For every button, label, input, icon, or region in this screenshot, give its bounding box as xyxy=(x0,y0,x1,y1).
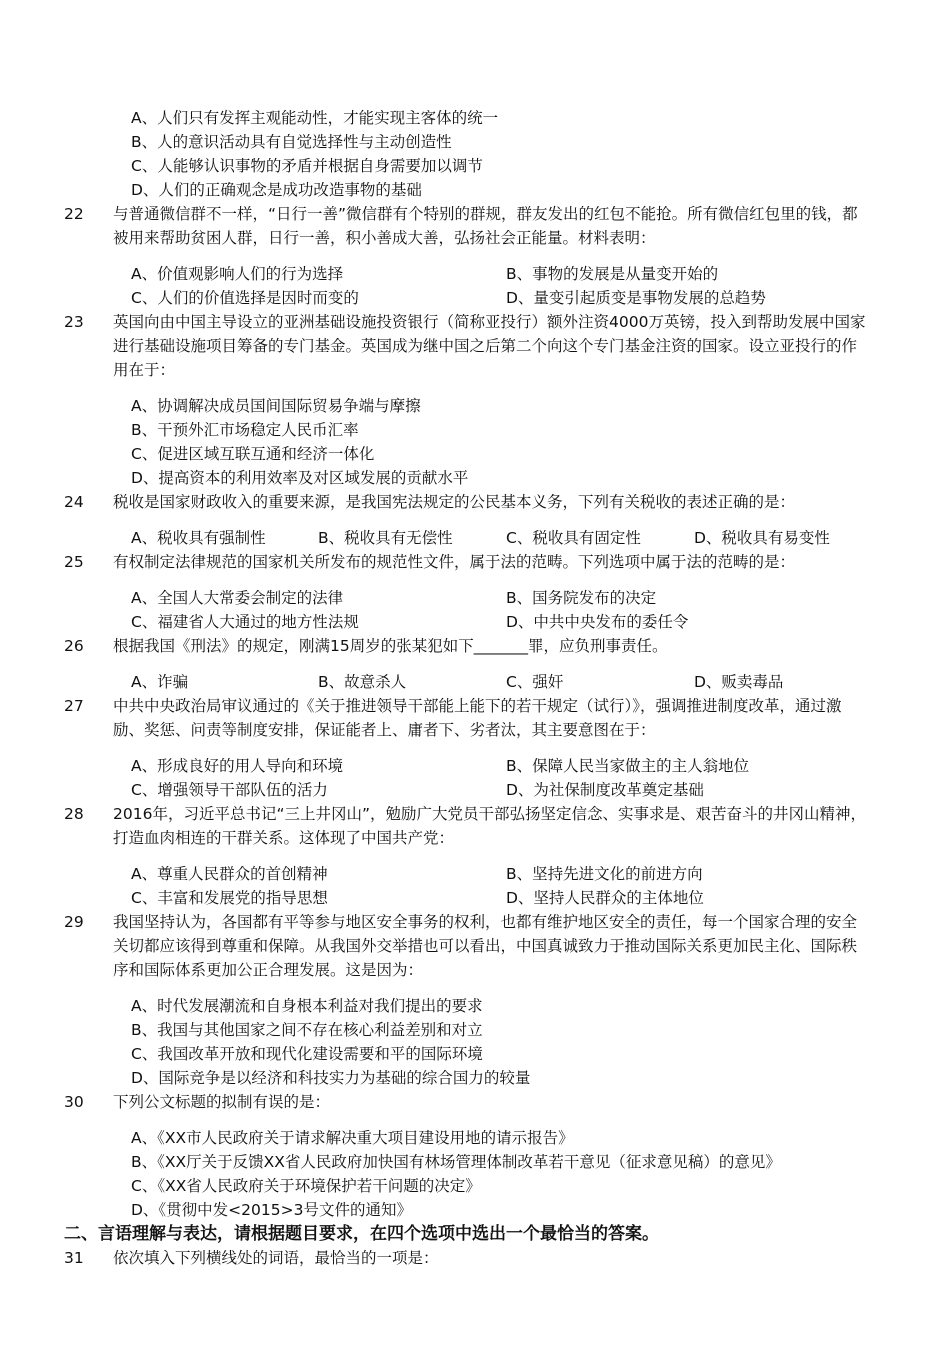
question-number: 30 xyxy=(64,1093,84,1111)
option-a: A、时代发展潮流和自身根本利益对我们提出的要求 xyxy=(131,997,483,1015)
option-c: C、促进区域互联互通和经济一体化 xyxy=(131,445,375,463)
question-text: 2016年，习近平总书记“三上井冈山”，勉励广大党员干部弘扬坚定信念、实事求是、艰苦奋斗的井冈山精神，打造血肉相连的干群关系。这体现了中国共产党： xyxy=(113,805,867,847)
option-a: A、形成良好的用人导向和环境 xyxy=(131,757,344,775)
option-21c: C、人能够认识事物的矛盾并根据自身需要加以调节 xyxy=(131,157,483,175)
question-number: 23 xyxy=(64,313,84,331)
option-d: D、提高资本的利用效率及对区域发展的贡献水平 xyxy=(131,469,469,487)
option-b: B、保障人民当家做主的主人翁地位 xyxy=(506,757,750,775)
question-number: 27 xyxy=(64,697,84,715)
option-a: A、诈骗 xyxy=(131,673,189,691)
question-text: 有权制定法律规范的国家机关所发布的规范性文件，属于法的范畴。下列选项中属于法的范畴的是： xyxy=(113,553,796,571)
option-c: C、福建省人大通过的地方性法规 xyxy=(131,613,359,631)
question-text: 根据我国《刑法》的规定，刚满15周岁的张某犯如下_______罪，应负刑事责任。 xyxy=(113,637,668,655)
option-d: D、量变引起质变是事物发展的总趋势 xyxy=(506,289,766,307)
question-text: 下列公文标题的拟制有误的是： xyxy=(113,1093,331,1111)
option-b: B、故意杀人 xyxy=(318,673,407,691)
option-c: C、增强领导干部队伍的活力 xyxy=(131,781,328,799)
option-c: C、人们的价值选择是因时而变的 xyxy=(131,289,359,307)
question-text: 英国向由中国主导设立的亚洲基础设施投资银行（简称亚投行）额外注资4000万英镑，投入到帮助发展中国家进行基础设施项目筹备的专门基金。英国成为继中国之后第二个向这个专门基金注资的国家。设立亚投行的作用在于： xyxy=(113,313,866,379)
question-text: 中共中央政治局审议通过的《关于推进领导干部能上能下的若干规定（试行）》，强调推进制度改革，通过激励、奖惩、问责等制度安排，保证能者上、庸者下、劣者汰，其主要意图在于： xyxy=(113,697,842,739)
option-a: A、全国人大常委会制定的法律 xyxy=(131,589,344,607)
option-d: D、国际竞争是以经济和科技实力为基础的综合国力的较量 xyxy=(131,1069,531,1087)
option-d: D、为社保制度改革奠定基础 xyxy=(506,781,704,799)
option-a: A、协调解决成员国间国际贸易争端与摩擦 xyxy=(131,397,421,415)
option-21d: D、人们的正确观念是成功改造事物的基础 xyxy=(131,181,422,199)
option-c: C、强奸 xyxy=(506,673,564,691)
question-number: 24 xyxy=(64,493,84,511)
option-d: D、坚持人民群众的主体地位 xyxy=(506,889,704,907)
question-number: 29 xyxy=(64,913,84,931)
question-number: 25 xyxy=(64,553,84,571)
question-number: 22 xyxy=(64,205,84,223)
option-d: D、中共中央发布的委任令 xyxy=(506,613,689,631)
option-b: B、《XX厅关于反馈XX省人民政府加快国有林场管理体制改革若干意见（征求意见稿）的意见》 xyxy=(131,1153,781,1171)
option-b: B、干预外汇市场稳定人民币汇率 xyxy=(131,421,359,439)
option-c: C、税收具有固定性 xyxy=(506,529,641,547)
option-21b: B、人的意识活动具有自觉选择性与主动创造性 xyxy=(131,133,452,151)
option-d: D、《贯彻中发<2015>3号文件的通知》 xyxy=(131,1201,412,1219)
option-a: A、税收具有强制性 xyxy=(131,529,266,547)
option-a: A、尊重人民群众的首创精神 xyxy=(131,865,328,883)
option-b: B、我国与其他国家之间不存在核心利益差别和对立 xyxy=(131,1021,483,1039)
option-c: C、《XX省人民政府关于环境保护若干问题的决定》 xyxy=(131,1177,481,1195)
question-number: 26 xyxy=(64,637,84,655)
question-number: 28 xyxy=(64,805,84,823)
option-a: A、价值观影响人们的行为选择 xyxy=(131,265,344,283)
section-heading: 二、言语理解与表达，请根据题目要求，在四个选项中选出一个最恰当的答案。 xyxy=(64,1224,659,1244)
option-b: B、事物的发展是从量变开始的 xyxy=(506,265,719,283)
question-text: 税收是国家财政收入的重要来源，是我国宪法规定的公民基本义务，下列有关税收的表述正确的是： xyxy=(113,493,796,511)
option-c: C、我国改革开放和现代化建设需要和平的国际环境 xyxy=(131,1045,483,1063)
option-21a: A、人们只有发挥主观能动性，才能实现主客体的统一 xyxy=(131,109,499,127)
option-b: B、税收具有无偿性 xyxy=(318,529,453,547)
option-b: B、坚持先进文化的前进方向 xyxy=(506,865,703,883)
option-b: B、国务院发布的决定 xyxy=(506,589,657,607)
option-d: D、贩卖毒品 xyxy=(694,673,784,691)
question-text: 依次填入下列横线处的词语，最恰当的一项是： xyxy=(113,1249,439,1267)
option-d: D、税收具有易变性 xyxy=(694,529,830,547)
question-text: 我国坚持认为，各国都有平等参与地区安全事务的权利，也都有维护地区安全的责任，每一个国家合理的安全关切都应该得到尊重和保障。从我国外交举措也可以看出，中国真诚致力于推动国际关系更加民主化、国际秩序和国际体系更加公正合理发展。这是因为： xyxy=(113,913,858,979)
option-a: A、《XX市人民政府关于请求解决重大项目建设用地的请示报告》 xyxy=(131,1129,574,1147)
option-c: C、丰富和发展党的指导思想 xyxy=(131,889,328,907)
question-number: 31 xyxy=(64,1249,84,1267)
question-text: 与普通微信群不一样，“日行一善”微信群有个特别的群规，群友发出的红包不能抢。所有微信红包里的钱，都被用来帮助贫困人群，日行一善，积小善成大善，弘扬社会正能量。材料表明： xyxy=(113,205,858,247)
